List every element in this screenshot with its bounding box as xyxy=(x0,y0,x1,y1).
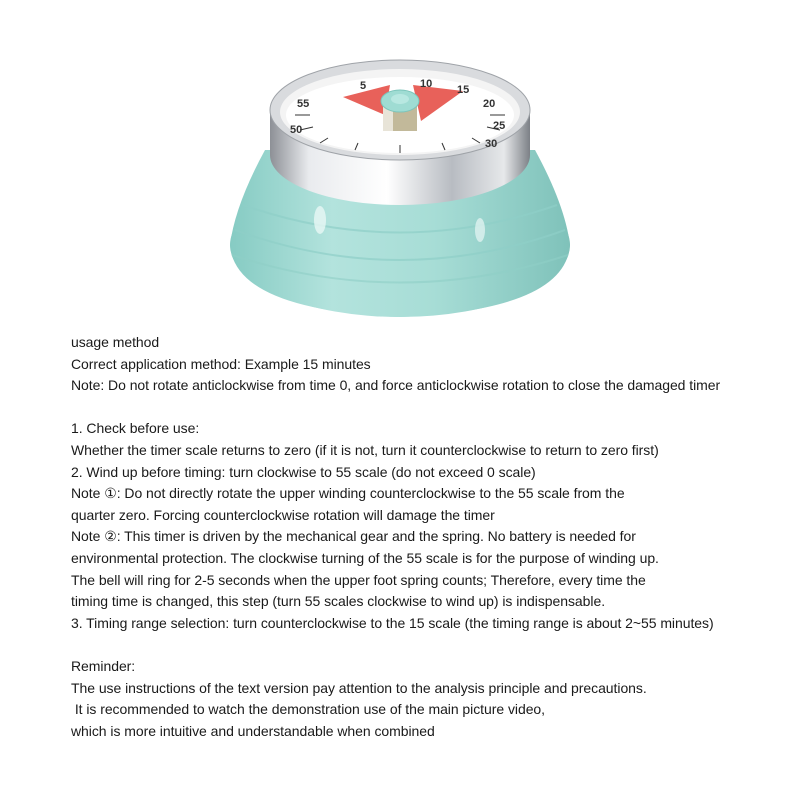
step-line: The bell will ring for 2-5 seconds when the upper foot spring counts; Therefore, every time the xyxy=(71,571,646,588)
timer-illustration xyxy=(225,55,575,330)
step-line: environmental protection. The clockwise turning of the 55 scale is for the purpose of winding up. xyxy=(71,549,659,566)
step-line: 3. Timing range selection: turn counterclockwise to the 15 scale (the timing range is about 2~55 minutes) xyxy=(71,614,714,631)
reminder-line: which is more intuitive and understandable when combined xyxy=(71,722,435,739)
step-line: 2. Wind up before timing: turn clockwise to 55 scale (do not exceed 0 scale) xyxy=(71,463,536,480)
intro-note: Note: Do not rotate anticlockwise from time 0, and force anticlockwise rotation to close the damaged timer xyxy=(71,377,721,394)
svg-text:10: 10 xyxy=(420,78,433,90)
step-line: 1. Check before use: xyxy=(71,420,200,437)
svg-text:25: 25 xyxy=(493,120,506,132)
reminder-title: Reminder: xyxy=(71,657,136,674)
instructions-title: usage method xyxy=(71,334,160,350)
svg-text:50: 50 xyxy=(290,124,303,136)
svg-text:5: 5 xyxy=(360,80,367,92)
svg-text:30: 30 xyxy=(485,138,498,150)
svg-text:20: 20 xyxy=(483,98,496,110)
intro-line: Correct application method: Example 15 minutes xyxy=(71,355,371,372)
svg-text:55: 55 xyxy=(297,98,310,110)
step-line: Note ①: Do not directly rotate the upper winding counterclockwise to the 55 scale from the xyxy=(71,485,625,502)
kitchen-timer-image xyxy=(225,55,575,330)
spacer xyxy=(71,397,771,419)
reminder-line: It is recommended to watch the demonstration use of the main picture video, xyxy=(71,701,546,718)
step-line: Note ②: This timer is driven by the mechanical gear and the spring. No battery is needed for xyxy=(71,528,636,545)
step-line: timing time is changed, this step (turn 55 scales clockwise to wind up) is indispensable. xyxy=(71,593,606,610)
step-line: Whether the timer scale returns to zero (if it is not, turn it counterclockwise to return to zero first) xyxy=(71,441,659,458)
usage-instructions xyxy=(71,332,771,742)
reminder-line: The use instructions of the text version pay attention to the analysis principle and precautions. xyxy=(71,679,647,696)
svg-text:15: 15 xyxy=(457,84,470,96)
step-line: quarter zero. Forcing counterclockwise rotation will damage the timer xyxy=(71,506,495,523)
spacer xyxy=(71,634,771,656)
